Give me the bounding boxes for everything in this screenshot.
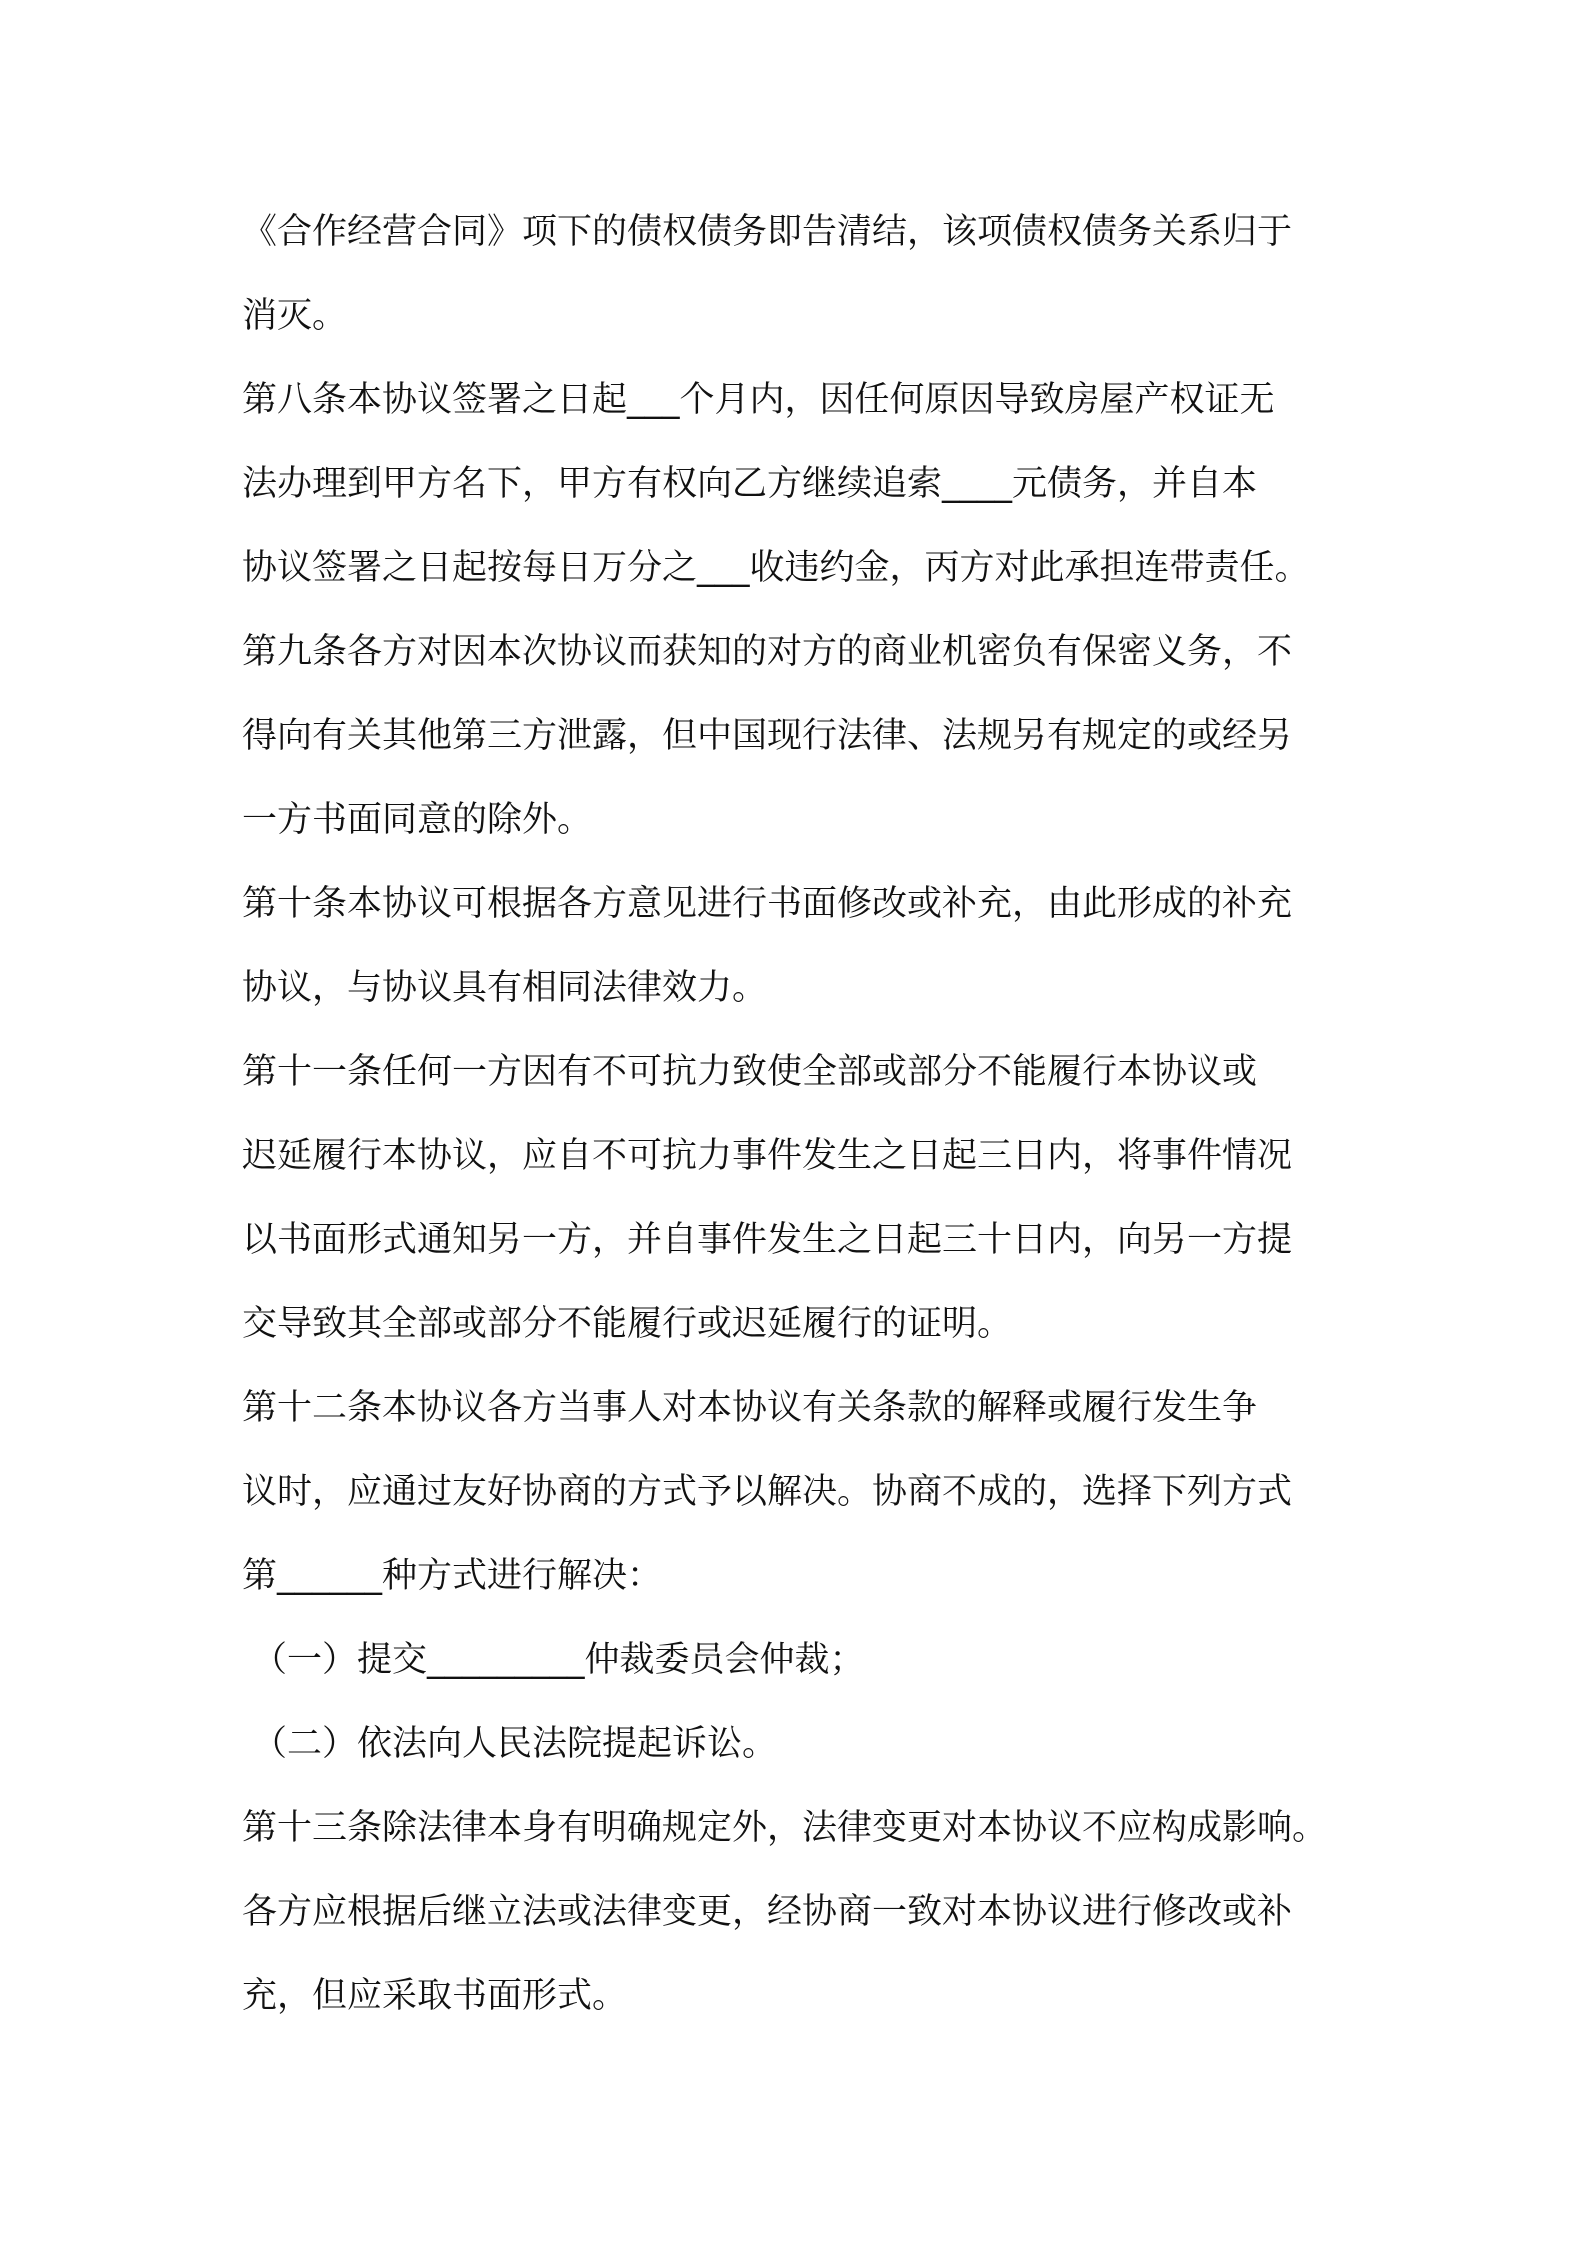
text-line: 法办理到甲方名下，甲方有权向乙方继续追索____元债务，并自本 [242,464,1258,504]
article-9-line: 第九条各方对因本次协议而获知的对方的商业机密负有保密义务，不 [242,632,1293,672]
text-line: 各方应根据后继立法或法律变更，经协商一致对本协议进行修改或补 [242,1892,1293,1932]
text-line: 第______种方式进行解决： [242,1556,663,1596]
article-13-line: 第十三条除法律本身有明确规定外，法律变更对本协议不应构成影响。 [242,1808,1328,1848]
text-line: 一方书面同意的除外。 [242,800,593,840]
article-8-line: 第八条本协议签署之日起___个月内，因任何原因导致房屋产权证无 [242,380,1275,420]
document-body [242,190,1382,2038]
text-line: 议时，应通过友好协商的方式予以解决。协商不成的，选择下列方式 [242,1472,1293,1512]
text-line: 消灭。 [242,296,348,336]
text-line: 《合作经营合同》项下的债权债务即告清结，该项债权债务关系归于 [242,212,1293,252]
article-12-line: 第十二条本协议各方当事人对本协议有关条款的解释或履行发生争 [242,1388,1258,1428]
option-1-line: （一）提交_________仲裁委员会仲裁； [252,1640,865,1680]
text-line: 协议签署之日起按每日万分之___收违约金，丙方对此承担连带责任。 [242,548,1310,588]
text-line: 以书面形式通知另一方，并自事件发生之日起三十日内，向另一方提 [242,1220,1293,1260]
text-line: 交导致其全部或部分不能履行或迟延履行的证明。 [242,1304,1013,1344]
text-line: 迟延履行本协议，应自不可抗力事件发生之日起三日内，将事件情况 [242,1136,1293,1176]
text-line: 协议，与协议具有相同法律效力。 [242,968,768,1008]
article-11-line: 第十一条任何一方因有不可抗力致使全部或部分不能履行本协议或 [242,1052,1258,1092]
text-line: 充，但应采取书面形式。 [242,1976,628,2016]
article-10-line: 第十条本协议可根据各方意见进行书面修改或补充，由此形成的补充 [242,884,1293,924]
option-2-line: （二）依法向人民法院提起诉讼。 [252,1724,778,1764]
text-line: 得向有关其他第三方泄露，但中国现行法律、法规另有规定的或经另 [242,716,1293,756]
